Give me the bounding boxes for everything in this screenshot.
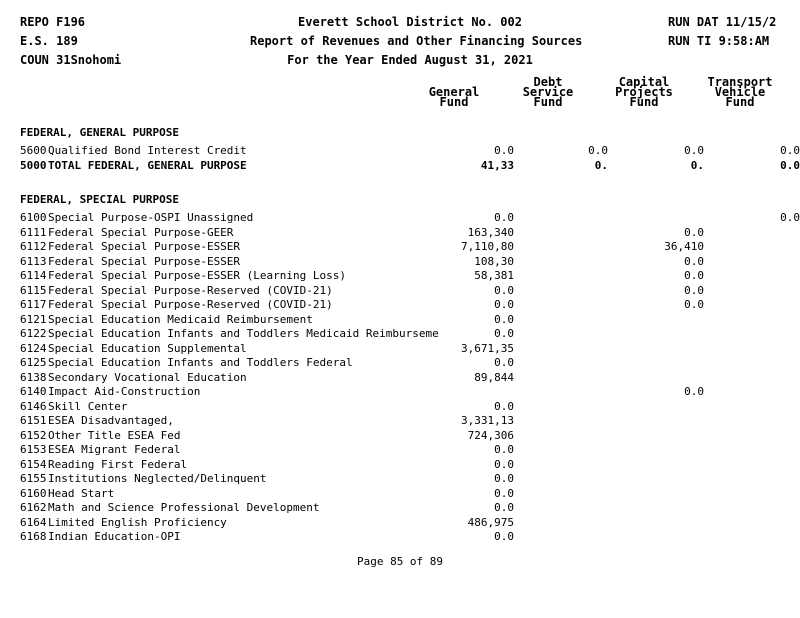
account-description: Federal Special Purpose-ESSER (Learning Loss) <box>48 269 347 282</box>
account-description: ESEA Migrant Federal <box>48 443 181 456</box>
account-code: 6111 <box>20 225 47 239</box>
column-header-line: Fund <box>439 95 469 109</box>
account-description: TOTAL FEDERAL, GENERAL PURPOSE <box>48 158 247 172</box>
amount-cell: 108,30 <box>474 254 514 268</box>
amount-cell: 0.0 <box>684 283 704 297</box>
table-row <box>20 501 790 515</box>
column-header-line: Service <box>522 85 574 99</box>
report-title: Report of Revenues and Other Financing Sources <box>250 34 583 48</box>
column-header-line: Fund <box>533 95 563 109</box>
column-header <box>498 77 598 107</box>
account-code: 6117 <box>20 298 47 311</box>
account-description: Institutions Neglected/Delinquent <box>48 472 267 485</box>
table-row <box>20 255 790 269</box>
table-row <box>20 226 790 240</box>
amount-cell: 0.0 <box>494 327 514 340</box>
amount-cell: 0.0 <box>780 144 800 157</box>
table-row <box>20 144 800 158</box>
column-header-line: Projects <box>615 85 673 99</box>
amount-cell: 0.0 <box>494 312 514 326</box>
table-row <box>20 472 790 486</box>
account-description: Math and Science Professional Development <box>48 501 320 514</box>
amount-cell: 41,33 <box>480 158 514 172</box>
table-row <box>20 400 790 414</box>
account-description: Qualified Bond Interest Credit <box>48 144 247 157</box>
account-description: Special Purpose-OSPI Unassigned <box>48 211 254 224</box>
table-row <box>20 298 790 312</box>
table-row <box>20 356 790 370</box>
account-description: Impact Aid-Construction <box>48 385 201 398</box>
account-code: 6115 <box>20 283 47 297</box>
account-code: 6125 <box>20 356 47 369</box>
table-row <box>20 313 790 327</box>
amount-cell: 0.0 <box>494 144 514 157</box>
column-header-line: General <box>428 85 480 99</box>
es-code: E.S. 189 <box>20 34 78 48</box>
account-description: Limited English Proficiency <box>48 515 227 529</box>
account-description: Special Education Medicaid Reimbursement <box>48 312 313 326</box>
column-header-line: Debt <box>533 75 563 89</box>
table-row <box>20 269 790 283</box>
table-row <box>20 516 790 530</box>
account-description: Special Education Infants and Toddlers Federal <box>48 356 353 369</box>
account-description: Federal Special Purpose-GEER <box>48 225 234 239</box>
table-row <box>20 487 790 501</box>
amount-cell: 0.0 <box>684 385 704 398</box>
account-description: Indian Education-OPI <box>48 530 181 543</box>
amount-cell: 0.0 <box>780 158 800 172</box>
table-row <box>20 371 790 385</box>
amount-cell: 486,975 <box>467 515 514 529</box>
amount-cell: 0.0 <box>588 144 608 157</box>
amount-cell: 0.0 <box>684 269 704 282</box>
amount-cell: 0.0 <box>494 530 514 543</box>
account-code: 6113 <box>20 254 47 268</box>
account-code: 6153 <box>20 443 47 456</box>
amount-cell: 3,331,13 <box>461 414 514 427</box>
table-row <box>20 385 790 399</box>
amount-cell: 0. <box>690 158 704 172</box>
amount-cell: 0.0 <box>494 211 514 224</box>
account-code: 6140 <box>20 385 47 398</box>
table-row <box>20 443 790 457</box>
column-header-line: Transport <box>707 75 773 89</box>
amount-cell: 0.0 <box>494 443 514 456</box>
amount-cell: 0.0 <box>494 356 514 369</box>
section-title: FEDERAL, SPECIAL PURPOSE <box>20 193 179 206</box>
account-code: 6164 <box>20 515 47 529</box>
column-header-line: Fund <box>629 95 659 109</box>
table-row <box>20 158 800 173</box>
table-row <box>20 414 790 428</box>
amount-cell: 0.0 <box>684 225 704 239</box>
account-code: 6168 <box>20 530 47 543</box>
amount-cell: 0.0 <box>494 399 514 413</box>
amount-cell: 0.0 <box>494 457 514 471</box>
column-header <box>404 87 504 107</box>
table-row <box>20 211 800 225</box>
amount-cell: 58,381 <box>474 269 514 282</box>
account-description: Special Education Supplemental <box>48 341 247 355</box>
column-header-line: Vehicle <box>714 85 766 99</box>
table-row <box>20 458 790 472</box>
account-description: Secondary Vocational Education <box>48 370 247 384</box>
account-code: 6155 <box>20 472 47 485</box>
table-row <box>20 429 790 443</box>
page-number: Page 85 of 89 <box>356 555 444 568</box>
table-row <box>20 342 790 356</box>
account-description: Federal Special Purpose-ESSER <box>48 254 241 268</box>
column-header-line: Fund <box>725 95 755 109</box>
account-description: ESEA Disadvantaged, <box>48 414 174 427</box>
amount-cell: 0.0 <box>494 501 514 514</box>
account-code: 6114 <box>20 269 47 282</box>
amount-cell: 0. <box>594 158 608 172</box>
account-description: Special Education Infants and Toddlers Medicaid Reimburseme <box>48 327 439 340</box>
table-row <box>20 284 790 298</box>
run-date: RUN DAT 11/15/2 <box>668 15 777 29</box>
amount-cell: 0.0 <box>684 254 704 268</box>
county: COUN 31Snohomi <box>20 53 122 67</box>
account-code: 6122 <box>20 327 47 340</box>
account-code: 6146 <box>20 399 47 413</box>
account-description: Head Start <box>48 486 115 500</box>
amount-cell: 0.0 <box>494 283 514 297</box>
account-description: Other Title ESEA Fed <box>48 428 181 442</box>
run-time: RUN TI 9:58:AM <box>668 34 770 48</box>
column-header-line: Capital <box>618 75 670 89</box>
account-description: Reading First Federal <box>48 457 188 471</box>
amount-cell: 0.0 <box>494 298 514 311</box>
section-title: FEDERAL, GENERAL PURPOSE <box>20 126 179 139</box>
account-description: Skill Center <box>48 399 128 413</box>
district-name: Everett School District No. 002 <box>298 15 522 29</box>
amount-cell: 36,410 <box>664 240 704 253</box>
table-row <box>20 327 790 341</box>
amount-cell: 0.0 <box>684 298 704 311</box>
account-description: Federal Special Purpose-ESSER <box>48 240 241 253</box>
account-code: 6151 <box>20 414 47 427</box>
amount-cell: 0.0 <box>494 486 514 500</box>
amount-cell: 7,110,80 <box>461 240 514 253</box>
amount-cell: 3,671,35 <box>461 341 514 355</box>
account-description: Federal Special Purpose-Reserved (COVID-21) <box>48 283 333 297</box>
account-code: 6100 <box>20 211 47 224</box>
amount-cell: 89,844 <box>474 370 514 384</box>
report-period: For the Year Ended August 31, 2021 <box>287 53 533 67</box>
account-description: Federal Special Purpose-Reserved (COVID-21) <box>48 298 333 311</box>
account-code: 6138 <box>20 370 47 384</box>
report-id: REPO F196 <box>20 15 86 29</box>
amount-cell: 163,340 <box>467 225 514 239</box>
amount-cell: 0.0 <box>494 472 514 485</box>
account-code: 5000 <box>20 158 47 172</box>
account-code: 6160 <box>20 486 47 500</box>
amount-cell: 0.0 <box>780 211 800 224</box>
account-code: 6162 <box>20 501 47 514</box>
column-header <box>594 77 694 107</box>
account-code: 6112 <box>20 240 47 253</box>
table-row <box>20 240 790 254</box>
account-code: 6154 <box>20 457 47 471</box>
table-row <box>20 530 790 544</box>
column-header <box>690 77 790 107</box>
account-code: 6124 <box>20 341 47 355</box>
account-code: 5600 <box>20 144 47 157</box>
amount-cell: 724,306 <box>467 428 514 442</box>
account-code: 6152 <box>20 428 47 442</box>
amount-cell: 0.0 <box>684 144 704 157</box>
account-code: 6121 <box>20 312 47 326</box>
